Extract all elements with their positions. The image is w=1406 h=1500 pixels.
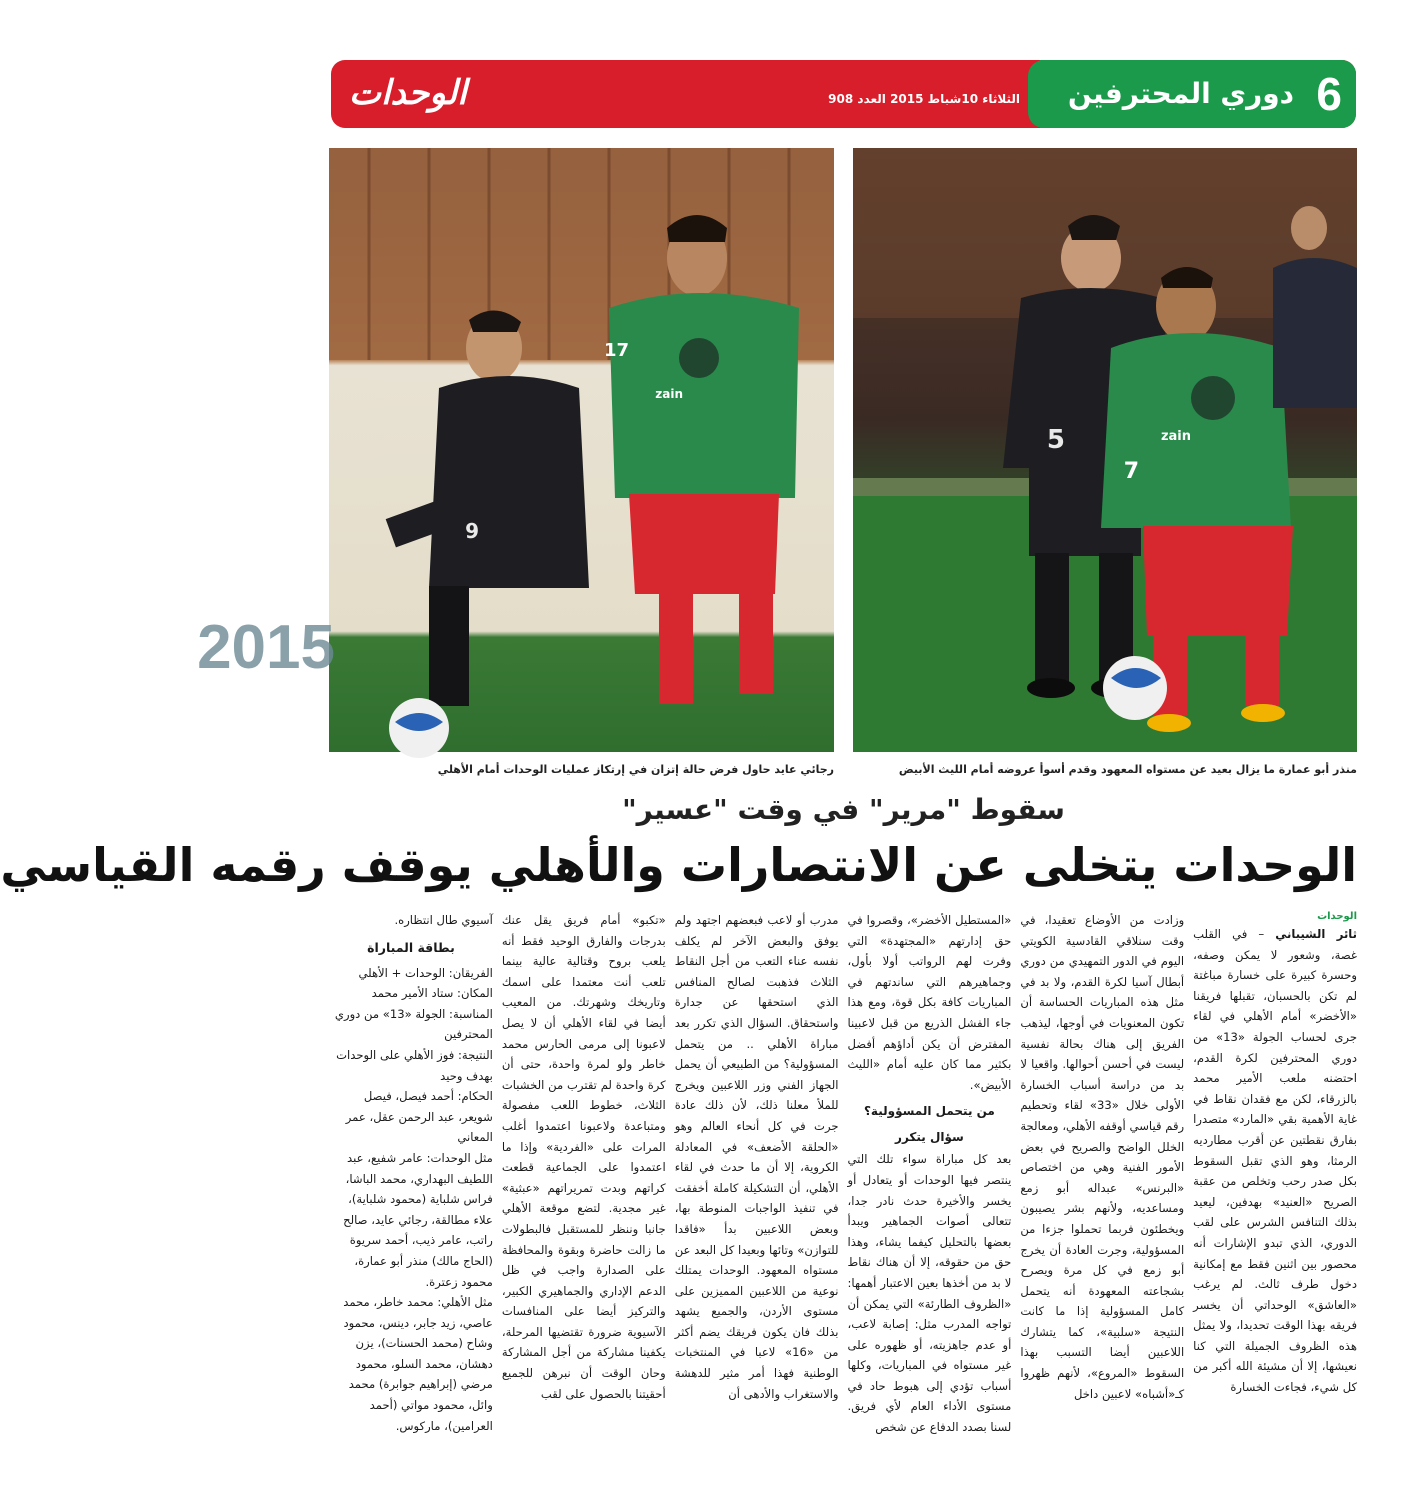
match-card-title: بطاقة المباراة (367, 939, 455, 955)
match-photo-left (197, 148, 834, 752)
green-player-number-left: 17 (603, 340, 629, 361)
section-title: دوري المحترفين (1067, 77, 1294, 110)
column-1-text: – في القلب غصة، وشعور لا يمكن وصفه، وحسرة كبيرة على خسارة مباغتة لم تكن بالحسبان، تقبلها فريقنا «الأخضر» أمام الأهلي في لقاء جرى لحساب الجولة «13» من دوري المحترفين لكرة القدم، احتضنه ملعب الأمير محمد بالزرقاء، لكن مع فقدان نقاط في غاية الأهمية بقي «المارد» متصدرا بفارق نقطتين عن أقرب مطارديه الرمثا، وهو الذي تقبل السقوط بكل صدر رحب وتخلص من عقبة الصريح «العنيد» بهدفين، ليعيد بذلك التنافس الشرس على لقب الدوري، الذي تبدو الإشارات أنه محصور بين اثنين فقط مع إمكانية دخول طرف ثالث. لم يرغب «العاشق» الوحداتي أن يخسر فريقه بهذا الوقت تحديدا، ولا يمثل هذه الظروف الجميلة التي كنا نعيشها، إلا أن مشيئة الله أكبر من كل شيء، فجاءت الخسارة (1193, 927, 1357, 1395)
column-2-text: وزادت من الأوضاع تعقيدا، في وقت سنلاقي القادسية الكويتي اليوم في الدور التمهيدي من دوري أبطال آسيا لكرة القدم، ولا بد في مثل هذه المباريات الحساسة أن تكون المعنويات في أوجها، ليذهب الفريق إلى هناك بحالة نفسية ليست في أحسن أحوالها. واقعيا لا بد من دراسة أسباب الخسارة الأولى خلال «33» لقاء وتحطيم رقم قياسي أوقفه الأهلي، ومعالجة الخلل الواضح والصريح في بعض الأمور الفنية وهي من اختصاص «البرنس» عبداله أبو زمع ومساعديه، ولأنهم بشر يصيبون ويخطئون فربما تحملوا جزءا من المسؤولية، وجرت العادة أن يخرج أبو زمع في كل مرة ويصرح بشجاعته المعهودة أنه يتحمل كامل المسؤولية إذا ما كانت النتيجة «سلبية»، كما يتشارك اللاعبين أيضا التسبب بهذا السقوط «المروع»، لأنهم ظهروا كـ«أشباه» لاعبين داخل (1020, 913, 1185, 1401)
match-card-line: مثل الوحدات: عامر شفيع، عبد اللطيف البهداري، محمد الباشا، فراس شلباية (محمود شلباية)، علاء مطالقة، رجائي عايد، صالح راتب، عامر ذيب، أحمد سريوة (الحاج مالك) منذر أبو عمارة، محمود زعترة. (343, 1150, 493, 1289)
match-card-line: الحكام: أحمد فيصل، فيصل شويعر، عبد الرحمن عقل، عمر المعاني (345, 1089, 493, 1145)
match-card-line: النتيجة: فوز الأهلي على الوحدات بهدف وحيد (336, 1047, 493, 1083)
photo-rajai-ayed (197, 148, 834, 752)
publication-logo: الوحدات (349, 73, 467, 113)
photo-caption-left: رجائي عايد حاول فرض حالة إتزان في إرتكاز عمليات الوحدات أمام الأهلي (437, 763, 834, 776)
article-column-6 (329, 910, 493, 1480)
issue-date-line: الثلاثاء 10شباط 2015 العدد 908 (828, 92, 1020, 106)
subheading-recurring-question: سؤال يتكرر (895, 1130, 964, 1145)
column-3-text: «المستطيل الأخضر»، وقصروا في حق إدارتهم «المجتهدة» التي وفرت لهم الرواتب أولا بأول، وجماهيرهم التي ساندتهم في المباريات كافة بكل قوة، ومع هذا جاء الفشل الذريع من قبل لاعبينا المفترض أن يكن أداؤهم أفضل بكثير مما كان عليه أمام «الليث الأبيض». (847, 913, 1012, 1092)
article-author: ثائر الشيباني (1275, 927, 1358, 941)
column-6-text: آسيوي طال انتظاره. (394, 913, 493, 927)
green-player-number-right: 7 (1123, 459, 1139, 484)
photo-caption-right: منذر أبو عمارة ما يزال بعيد عن مستواه المعهود وقدم أسوأ عروضه أمام الليث الأبيض (898, 763, 1357, 776)
page-header (331, 60, 1356, 128)
article-kicker: سقوط "مرير" في وقت "عسير" (622, 793, 1065, 826)
article-column-2 (1020, 910, 1184, 1480)
subheading-responsibility: من يتحمل المسؤولية؟ (863, 1104, 995, 1119)
match-card-line: مثل الأهلي: محمد خاطر، محمد عاصي، زيد جابر، دينس، محمود وشاح (محمد الحسنات)، يزن دهشان، محمد السلو، محمود مرضي (إبراهيم جوابرة) محمد وائل، محمود مواتي (أحمد العرامين)، ماركوس. (343, 1295, 493, 1433)
match-card-line: المكان: ستاد الأمير محمد (371, 986, 493, 1001)
black-player-number-right: 5 (1046, 425, 1065, 455)
shirt-sponsor-left: zain (655, 387, 683, 401)
byline-tag: الوحدات (1317, 911, 1357, 922)
shirt-sponsor-right: zain (1160, 429, 1191, 444)
article-body (329, 910, 1357, 1480)
match-photo-right (853, 148, 1357, 752)
article-column-3 (848, 910, 1012, 1480)
column-4-text: مدرب أو لاعب فبعضهم اجتهد ولم يوفق والبعض الآخر لم يكلف نفسه عناء التعب من أجل النقاط الثلاث فذهبت لصالح المنافس الذي استحقها عن جدارة واستحقاق. السؤال الذي تكرر بعد مباراة الأهلي .. من يتحمل المسؤولية؟ من الطبيعي أن يحمل الجهاز الفني وزر اللاعبين ويخرج للملأ معلنا ذلك، لأن ذلك عادة جرت في كل أنحاء العالم وهو «الحلقة الأضعف» في المعادلة الكروية، إلا أن ما حدث في لقاء الأهلي، أن التشكيلة كاملة أخفقت في تنفيذ الواجبات المنوطة بها، وبعض اللاعبين بدأ «فاقدا للتوازن» وتائها وبعيدا كل البعد عن مستواه المعهود. الوحدات يمتلك نوعية من اللاعبين المميزين على مستوى الأردن، والجميع يشهد بذلك فان يكون فريقك يضم أكثر من «16» لاعبا في المنتخبات الوطنية فهذا أمر مثير للدهشة والاستغراب والأدهى أن (674, 913, 839, 1401)
article-headline: الوحدات يتخلى عن الانتصارات والأهلي يوقف رقمه القياسي (0, 838, 1357, 892)
match-card-line: الفريقان: الوحدات + الأهلي (358, 965, 493, 980)
match-card-line: المناسبة: الجولة «13» من دوري المحترفين (334, 1006, 493, 1042)
page-number: 6 (1316, 68, 1342, 120)
column-3b-text: بعد كل مباراة سواء تلك التي ينتصر فيها الوحدات أو يتعادل أو يخسر والأخيرة حدث نادر جدا، تتعالى أصوات الجماهير ويبدأ بعضها بالتحليل كيفما يشاء، وهذا حق من حقوقه، إلا أن هناك نقاط لا بد من أخذها بعين الاعتبار أهمها: «الظروف الطارئة» التي يمكن أن تواجه المدرب مثل: إصابة لاعب، أو عدم جاهزيته، أو ظهوره على غير مستواه في المباريات، وكلها أسباب تؤدي إلى هبوط حاد في مستوى الأداء العام لأي فريق. لسنا بصدد الدفاع عن شخص (847, 1152, 1012, 1435)
black-player-number-left: 9 (465, 519, 479, 543)
article-column-1 (1193, 910, 1357, 1480)
article-column-5 (502, 910, 666, 1480)
article-column-4 (675, 910, 839, 1480)
column-5-text: «تكبو» أمام فريق يقل عنك بدرجات والفارق الوحيد فقط أنه يلعب بروح وقتالية عالية بينما تلعب أنت معتمدا على اسمك وتاريخك وشهرتك. من المعيب أيضا في لقاء الأهلي أن لا يصل لاعبونا إلى مرمى الحارس محمد خاطر ولو لمرة واحدة، حتى أن كرة واحدة لم تقترب من الخشبات الثلاث، خطوط اللعب مفصولة ومتباعدة ولاعبونا اعتمدوا أغلب المرات على «الفردية» وإذا ما اعتمدوا على الجماعية قطعت كراتهم وبدت تمريراتهم «عبثية» غير مجدية. لتضع موقعة الأهلي جانبا وننظر للمستقبل فالبطولات ما زالت حاضرة وبقوة والمحافظة على الصدارة واجب في ظل الدعم الإداري والجماهيري الكبير، والتركيز أيضا على المنافسات الآسيوية ضرورة تقتضيها المرحلة، يكفينا مشاركة من أجل المشاركة وحان الوقت أن نبرهن للجميع أحقيتنا بالحصول على لقب (501, 913, 666, 1401)
photo-abu-amara (853, 148, 1357, 752)
sponsor-board-year: 2015 (197, 613, 335, 682)
